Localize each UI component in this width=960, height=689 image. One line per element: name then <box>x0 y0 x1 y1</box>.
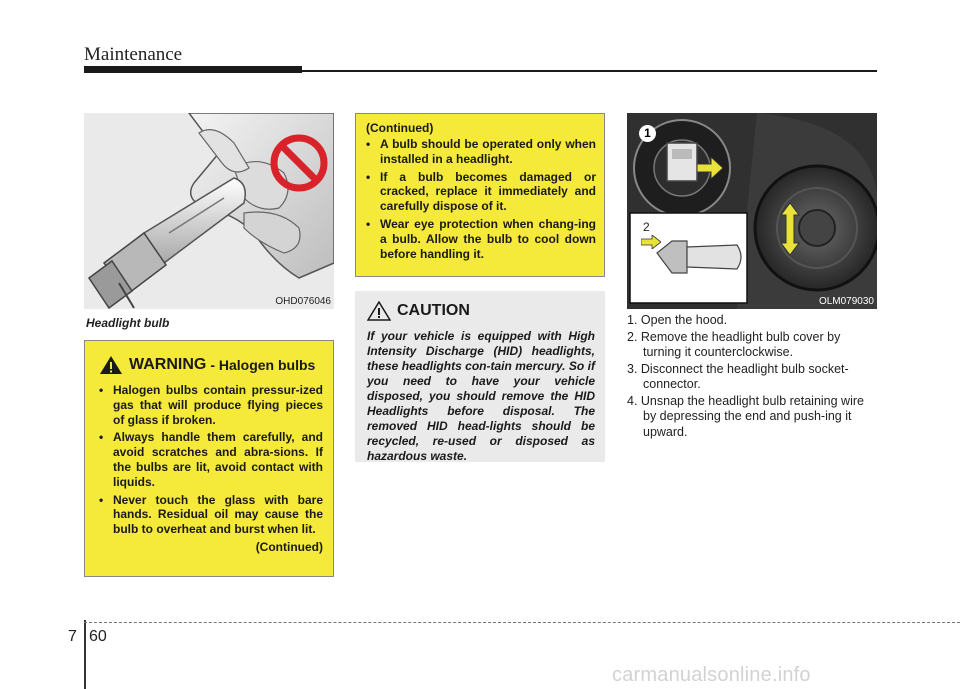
list-item: 2. Remove the headlight bulb cover by turning it counterclockwise. <box>627 329 841 359</box>
callout-2: 2 <box>643 220 650 234</box>
arrow-icon <box>641 235 661 249</box>
callout-1: 1 <box>639 125 656 142</box>
warning-heading <box>99 355 323 375</box>
continued-heading: (Continued) <box>366 121 434 135</box>
list-item: • A bulb should be operated only when installed in a headlight. <box>366 137 596 167</box>
caution-text: If your vehicle is equipped with High Intensity Discharge (HID) headlights, these headlights con-tain mercury. So if you need to have your vehicle disposed, you should remove the HID Headlights before disposal. The removed HID head-lights should be recycled, re-used or disposed as hazardous waste. <box>367 329 595 463</box>
figure-code: OLM079030 <box>818 296 874 307</box>
footer-rule-vertical <box>84 620 86 689</box>
procedure-steps <box>627 313 879 441</box>
caution-triangle-icon <box>367 301 391 321</box>
list-item: • Wear eye protection when chang-ing a bulb. Allow the bulb to cool down before handling it. <box>366 217 596 261</box>
header-bar <box>84 66 302 73</box>
list-item: 4. Unsnap the headlight bulb retaining wire by depressing the end and push-ing it upward. <box>627 393 864 439</box>
warning-sublabel: - Halogen bulbs <box>210 357 316 373</box>
caution-heading <box>367 301 595 321</box>
caution-label: CAUTION <box>397 302 470 319</box>
warning-triangle-icon <box>99 355 123 375</box>
figure-caption: Headlight bulb <box>86 316 170 330</box>
figure-code: OHD076046 <box>275 296 331 307</box>
header-title: Maintenance <box>84 44 183 65</box>
rotate-arrow-icon <box>779 201 801 257</box>
watermark: carmanualsonline.info <box>612 664 811 686</box>
warning-box <box>84 340 334 577</box>
header-rule <box>300 70 877 72</box>
list-item: • Never touch the glass with bare hands. Residual oil may cause the bulb to overheat and burst when lit. <box>99 493 323 537</box>
chapter-number: 7 <box>68 628 77 645</box>
footer-rule-horizontal <box>84 622 960 623</box>
list-item: 1. Open the hood. <box>627 313 728 327</box>
caution-box <box>355 291 605 462</box>
warning-label: WARNING <box>129 356 207 373</box>
arrow-icon <box>697 157 723 179</box>
warning-list <box>99 383 323 537</box>
list-item: 3. Disconnect the headlight bulb socket-connector. <box>627 361 849 391</box>
list-item: • If a bulb becomes damaged or cracked, replace it immediately and carefully dispose of it. <box>366 170 596 214</box>
page-number: 60 <box>89 628 107 645</box>
list-item: • Always handle them carefully, and avoid scratches and abra-sions. If the bulbs are lit, avoid contact with liquids. <box>99 430 323 489</box>
list-item: • Halogen bulbs contain pressur-ized gas that will produce flying pieces of glass if broken. <box>99 383 323 427</box>
continued-list <box>366 137 596 261</box>
continued-label: (Continued) <box>255 539 323 554</box>
prohibited-icon <box>269 133 329 193</box>
headlight-bulb-illustration <box>84 113 334 309</box>
headlight-assembly-photo <box>627 113 877 309</box>
headlight-drawing <box>627 113 877 309</box>
continued-box <box>355 113 605 277</box>
